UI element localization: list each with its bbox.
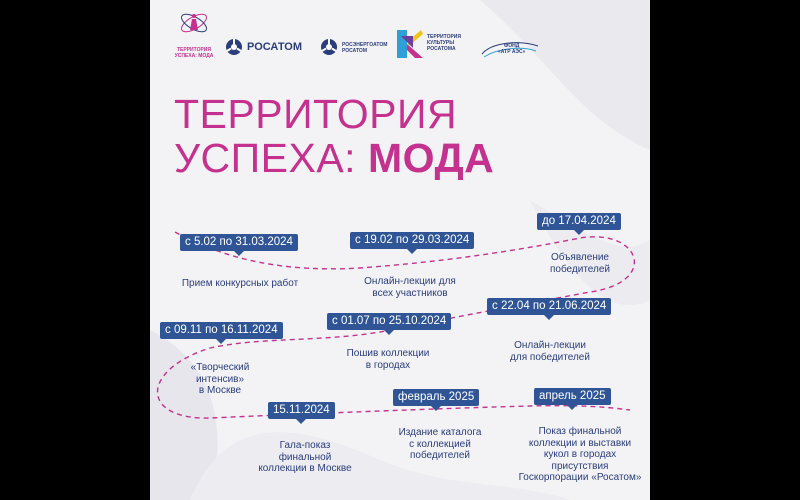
title-line-1: ТЕРРИТОРИЯ [174,91,458,137]
rosenergoatom-logo-text: РОСЭНЕРГОАТОМ РОСАТОМ [342,42,388,54]
timeline-label-7: Гала-показ финальной коллекции в Москве [258,440,352,474]
poster [150,0,650,500]
timeline-badge-5: с 01.07 по 25.10.2024 [327,313,451,330]
timeline-badge-2: с 19.02 по 29.03.2024 [350,232,474,249]
timeline-badge-6: с 09.11 по 16.11.2024 [160,322,283,339]
timeline-badge-9: апрель 2025 [534,388,611,405]
timeline-badge-7: 15.11.2024 [268,402,335,419]
timeline-label-6: «Творческий интенсив» в Москве [190,362,250,396]
timeline-label-8: Издание каталога с коллекцией победителей [398,427,482,461]
timeline-label-3: Объявление победителей [549,252,611,275]
territory-success-logo-text: ТЕРРИТОРИЯ УСПЕХА: МОДА [174,47,214,59]
timeline-label-9: Показ финальной коллекции и выставки кукол в городах присутствия Госкорпорации «Росатом» [518,426,642,483]
title-line-2-bold: МОДА [367,135,495,181]
timeline-label-2: Онлайн-лекции для всех участников [364,276,456,299]
timeline-badge-3: до 17.04.2024 [537,213,621,230]
timeline-badge-1: с 5.02 по 31.03.2024 [180,234,298,251]
timeline-badge-4: с 22.04 по 21.06.2024 [487,298,611,315]
title-line-2-prefix: УСПЕХА: [174,135,368,181]
timeline-badge-8: февраль 2025 [393,389,479,406]
territory-culture-logo-text: ТЕРРИТОРИЯ КУЛЬТУРЫ РОСАТОМА [427,34,461,52]
timeline-label-1: Прием конкурсных работ [181,278,299,289]
rosatom-logo-text: РОСАТОМ [247,41,302,53]
timeline-label-5: Пошив коллекции в городах [346,348,430,371]
timeline-label-4: Онлайн-лекции для победителей [510,340,590,363]
fund-atr-aes-logo-text: ФОНД «АТР АЭС» [498,43,526,55]
